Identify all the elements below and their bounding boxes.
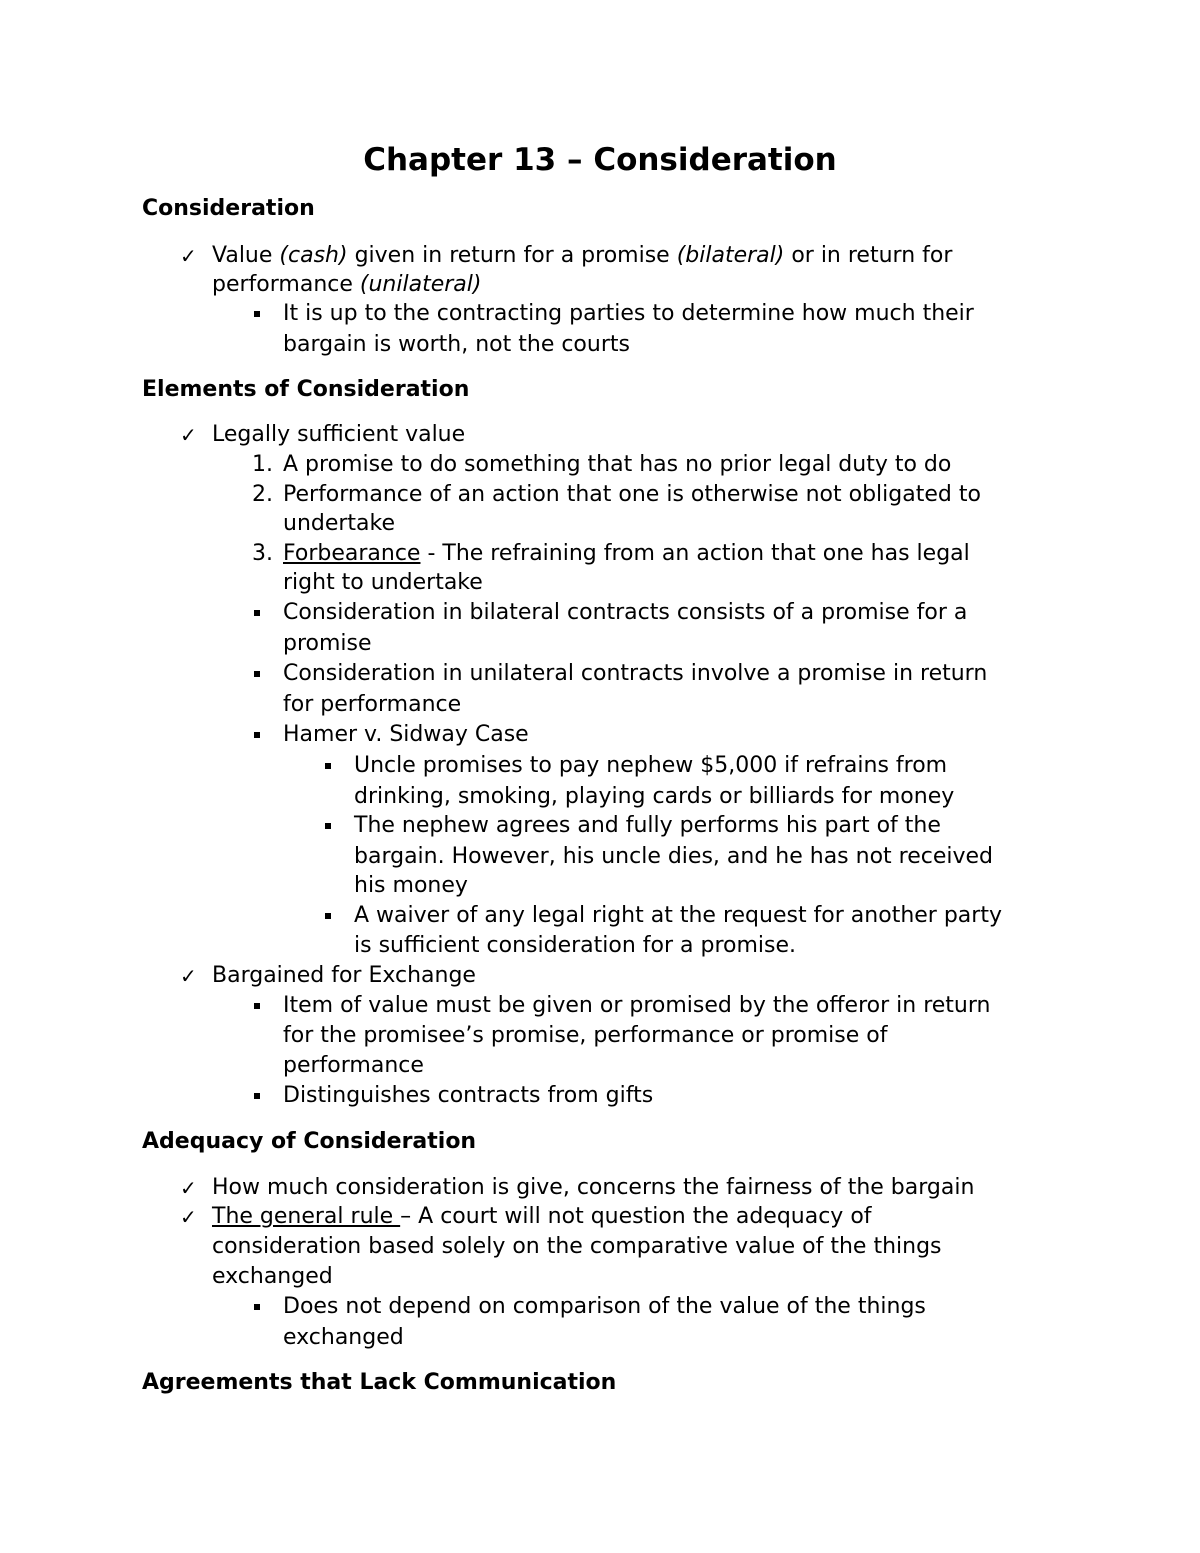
list-item: ✓ The general rule – A court will not question the adequacy of <box>212 1202 872 1232</box>
term-forbearance: Forbearance <box>283 541 421 566</box>
square-bullet-icon <box>254 1003 260 1009</box>
checkmark-icon: ✓ <box>180 423 197 447</box>
list-item: Distinguishes contracts from gifts <box>283 1081 653 1111</box>
list-number: 2. <box>252 482 273 507</box>
list-item-continuation: exchanged <box>283 1325 404 1350</box>
list-item-continuation: consideration based solely on the comparative value of the things <box>212 1234 942 1259</box>
square-bullet-icon <box>254 732 260 738</box>
square-bullet-icon <box>254 1093 260 1099</box>
square-bullet-icon <box>254 671 260 677</box>
list-item-continuation: performance <box>283 1053 424 1078</box>
square-bullet-icon <box>325 763 331 769</box>
list-item-continuation: for the promisee’s promise, performance or promise of <box>283 1023 888 1048</box>
list-item: Hamer v. Sidway Case <box>283 720 529 750</box>
list-item: 2. Performance of an action that one is otherwise not obligated to <box>283 480 981 510</box>
list-item: Does not depend on comparison of the value of the things <box>283 1292 926 1322</box>
list-number: 1. <box>252 452 273 477</box>
page-title: Chapter 13 – Consideration <box>363 142 837 178</box>
list-item: ✓ Legally sufficient value <box>212 420 465 450</box>
list-item: Uncle promises to pay nephew $5,000 if refrains from <box>354 751 947 781</box>
square-bullet-icon <box>325 823 331 829</box>
checkmark-icon: ✓ <box>180 1205 197 1229</box>
section-heading-consideration: Consideration <box>142 196 315 221</box>
list-item-continuation: bargain is worth, not the courts <box>283 332 630 357</box>
list-item-continuation: performance (unilateral) <box>212 272 482 297</box>
list-item-continuation: his money <box>354 873 468 898</box>
list-item-continuation: bargain. However, his uncle dies, and he has not received <box>354 844 994 869</box>
list-item: 1. A promise to do something that has no prior legal duty to do <box>283 450 951 480</box>
list-item: ✓ How much consideration is give, concerns the fairness of the bargain <box>212 1173 974 1203</box>
list-item: 3. Forbearance - The refraining from an action that one has legal <box>283 539 970 569</box>
list-item: Item of value must be given or promised by the offeror in return <box>283 991 990 1021</box>
list-item: A waiver of any legal right at the request for another party <box>354 901 1002 931</box>
list-item: Consideration in unilateral contracts involve a promise in return <box>283 659 987 689</box>
list-item: Consideration in bilateral contracts consists of a promise for a <box>283 598 967 628</box>
list-item-continuation: undertake <box>283 511 396 536</box>
checkmark-icon: ✓ <box>180 244 197 268</box>
square-bullet-icon <box>254 610 260 616</box>
list-item-continuation: for performance <box>283 692 462 717</box>
square-bullet-icon <box>254 311 260 317</box>
section-heading-elements: Elements of Consideration <box>142 377 470 402</box>
checkmark-icon: ✓ <box>180 1176 197 1200</box>
section-heading-agreements: Agreements that Lack Communication <box>142 1370 617 1395</box>
square-bullet-icon <box>254 1304 260 1310</box>
section-heading-adequacy: Adequacy of Consideration <box>142 1129 477 1154</box>
list-item: It is up to the contracting parties to determine how much their <box>283 299 974 329</box>
checkmark-icon: ✓ <box>180 964 197 988</box>
square-bullet-icon <box>325 913 331 919</box>
list-item-continuation: promise <box>283 631 372 656</box>
list-item-continuation: is sufficient consideration for a promise. <box>354 933 797 958</box>
list-number: 3. <box>252 541 273 566</box>
list-item: ✓ Value (cash) given in return for a promise (bilateral) or in return for <box>212 241 952 271</box>
list-item-continuation: exchanged <box>212 1264 333 1289</box>
list-item: The nephew agrees and fully performs his part of the <box>354 811 941 841</box>
list-item-continuation: drinking, smoking, playing cards or billiards for money <box>354 784 955 809</box>
list-item: ✓ Bargained for Exchange <box>212 961 476 991</box>
list-item-continuation: right to undertake <box>283 570 483 595</box>
term-general-rule: The general rule <box>212 1204 401 1229</box>
